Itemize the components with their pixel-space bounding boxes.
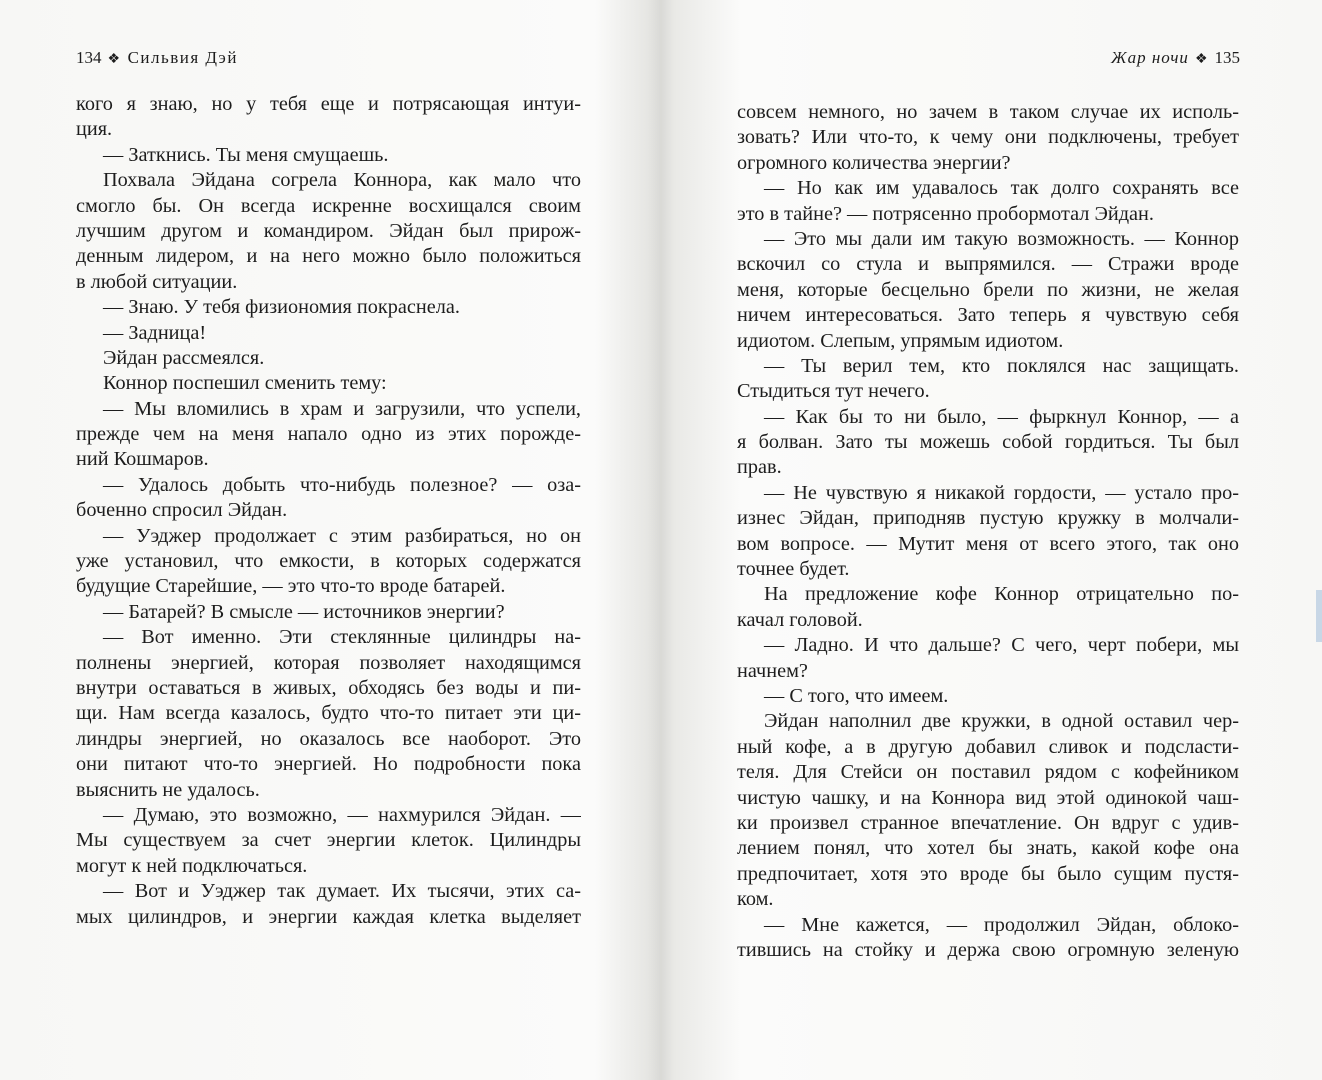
text-line: вскочил со стула и выпрямился. — Стражи вроде: [737, 253, 1239, 276]
text-line: боченно спросил Эйдан.: [76, 499, 288, 522]
text-line: ный кофе, а в другую добавил сливок и подсласти-: [737, 735, 1239, 758]
text-line: — Не чувствую я никакой гордости, — устало про-: [764, 481, 1239, 504]
text-line: могут к ней подключаться.: [76, 854, 308, 877]
text-line: — Знаю. У тебя физиономия покраснела.: [103, 296, 460, 319]
text-line: Эйдан наполнил две кружки, в одной оставил чер-: [764, 710, 1239, 733]
text-line: ничем интересоваться. Зато теперь я чувствую себя: [737, 304, 1239, 327]
text-line: — Заткнись. Ты меня смущаешь.: [103, 143, 389, 166]
text-line: — Вот и Уэджер так думает. Их тысячи, этих са-: [103, 880, 581, 903]
text-line: — Батарей? В смысле — источников энергии?: [103, 600, 505, 623]
text-line: Коннор поспешил сменить тему:: [103, 372, 387, 395]
text-line: в любой ситуации.: [76, 270, 238, 293]
text-line: — Мы вломились в храм и загрузили, что успели,: [103, 397, 581, 420]
text-line: это в тайне? — потрясенно пробормотал Эйдан.: [737, 202, 1154, 225]
text-line: тившись на стойку и держа свою огромную зеленую: [737, 938, 1239, 961]
text-line: смогло бы. Он всегда искренне восхищался своим: [76, 194, 581, 217]
page-edge-mark: [1316, 590, 1322, 642]
right-page-number: 135: [1214, 48, 1240, 67]
text-line: линдры энергией, но оказалось все наоборот. Это: [76, 727, 581, 750]
text-line: кого я знаю, но у тебя еще и потрясающая интуи-: [76, 93, 581, 115]
text-line: — Уэджер продолжает с этим разбираться, но он: [103, 524, 581, 547]
text-line: прежде чем на меня напало одно из этих порожде-: [76, 423, 581, 446]
ornament-icon: ❖: [1194, 52, 1209, 67]
text-line: ки произвел странное впечатление. Он вдруг с удив-: [737, 811, 1239, 834]
text-line: лением понял, что хотел бы знать, какой кофе она: [737, 837, 1239, 860]
text-line: качал головой.: [737, 608, 863, 631]
text-line: точнее будет.: [737, 558, 850, 581]
text-line: мых цилиндров, и энергии каждая клетка выделяет: [76, 905, 581, 928]
text-line: Стыдиться тут нечего.: [737, 380, 930, 403]
text-line: денным лидером, и на него можно было положиться: [76, 245, 581, 268]
text-line: лучшим другом и командиром. Эйдан был прирож-: [76, 219, 581, 242]
text-line: я болван. Зато ты можешь собой гордиться. Ты был: [737, 431, 1239, 454]
text-line: На предложение кофе Коннор отрицательно по-: [764, 583, 1239, 606]
right-page-body: [737, 100, 1239, 963]
text-line: будущие Старейшие, — это что-то вроде батарей.: [76, 575, 506, 598]
text-line: полнены энергией, которая позволяет находящимся: [76, 651, 581, 674]
text-line: выяснить не удалось.: [76, 778, 260, 801]
text-line: совсем немного, но зачем в таком случае их исполь-: [737, 101, 1239, 123]
text-line: они питают что-то энергией. Но подробности пока: [76, 753, 581, 776]
text-line: Мы существуем за счет энергии клеток. Цилиндры: [76, 829, 581, 852]
text-line: — Вот именно. Эти стеклянные цилиндры на-: [103, 626, 581, 649]
right-running-title: Жар ночи: [1111, 48, 1189, 67]
left-page-body: [76, 92, 581, 930]
text-line: прав.: [737, 456, 782, 479]
text-line: Похвала Эйдана согрела Коннора, как мало что: [103, 169, 581, 192]
text-line: предпочитает, хотя это вроде бы было сущим пустя-: [737, 862, 1239, 885]
left-running-title: Сильвия Дэй: [127, 48, 238, 67]
text-line: — Ты верил тем, кто поклялся нас защищать.: [764, 354, 1239, 377]
text-line: — Это мы дали им такую возможность. — Коннор: [764, 227, 1239, 250]
left-page-header: [76, 48, 238, 68]
text-line: — Но как им удавалось так долго сохранять все: [764, 177, 1239, 200]
text-line: начнем?: [737, 659, 808, 682]
text-line: огромного количества энергии?: [737, 151, 1011, 174]
text-line: ция.: [76, 118, 113, 141]
text-line: — Как бы то ни было, — фыркнул Коннор, — а: [764, 405, 1239, 428]
text-line: чистую чашку, и на Коннора вид этой одинокой чаш-: [737, 786, 1239, 809]
text-line: уже установил, что емкости, в которых содержатся: [76, 550, 581, 573]
right-page-header: [1111, 48, 1240, 68]
text-line: щи. Нам всегда казалось, будто что-то питает эти ци-: [76, 702, 581, 725]
text-line: — Задница!: [103, 321, 207, 344]
text-line: идиотом. Слепым, упрямым идиотом.: [737, 329, 1064, 352]
text-line: — Ладно. И что дальше? С чего, черт побери, мы: [764, 634, 1239, 657]
text-line: вом вопросе. — Мутит меня от всего этого, так оно: [737, 532, 1239, 555]
text-line: Эйдан рассмеялся.: [103, 346, 265, 369]
text-line: — Думаю, это возможно, — нахмурился Эйдан. —: [103, 803, 581, 826]
text-line: ком.: [737, 888, 774, 911]
right-page: [661, 0, 1322, 1080]
text-line: — Мне кажется, — продолжил Эйдан, облоко-: [764, 913, 1239, 936]
text-line: — Удалось добыть что-нибудь полезное? — оза-: [103, 473, 581, 496]
text-line: меня, которые бесцельно брели по жизни, не желая: [737, 278, 1239, 301]
text-line: изнес Эйдан, приподняв пустую кружку в молчали-: [737, 507, 1239, 530]
text-line: — С того, что имеем.: [764, 684, 949, 707]
text-line: зовать? Или что-то, к чему они подключены, требует: [737, 126, 1239, 149]
text-line: внутри оставаться в живых, обходясь без воды и пи-: [76, 676, 581, 699]
ornament-icon: ❖: [107, 52, 122, 67]
text-line: теля. Для Стейси он поставил рядом с кофейником: [737, 761, 1239, 784]
left-page-number: 134: [76, 48, 102, 67]
text-line: ний Кошмаров.: [76, 448, 209, 471]
